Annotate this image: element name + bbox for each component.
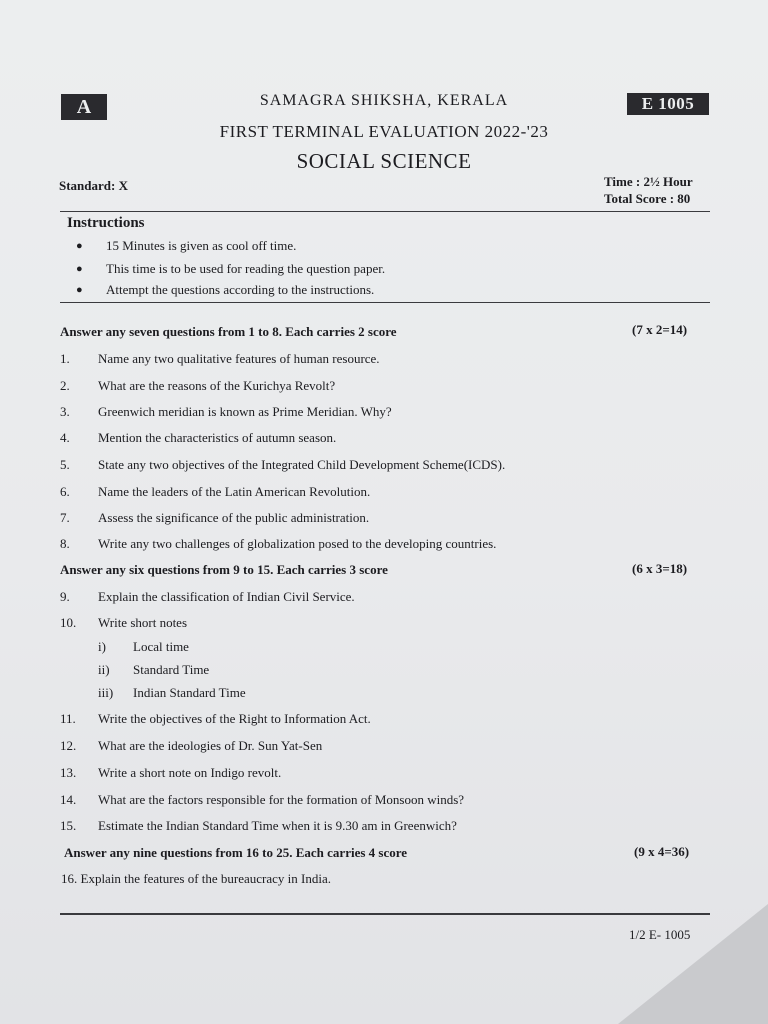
question-text: What are the factors responsible for the formation of Monsoon winds? <box>98 792 465 807</box>
question-text: What are the ideologies of Dr. Sun Yat-Sen <box>98 738 323 753</box>
question-number: 5. <box>60 457 70 472</box>
section-3-marks: (9 x 4=36) <box>634 844 690 859</box>
bullet-icon: ● <box>76 284 83 296</box>
page-footer: 1/2 E- 1005 <box>629 927 691 942</box>
sub-question-text: Indian Standard Time <box>133 685 246 700</box>
time-score-block <box>604 173 693 207</box>
question-text: State any two objectives of the Integrated Child Development Scheme(ICDS). <box>98 457 506 472</box>
sub-question-number: i) <box>98 639 106 654</box>
question-number: 14. <box>60 792 77 807</box>
question-number: 3. <box>60 404 70 419</box>
instruction-item: 15 Minutes is given as cool off time. <box>106 238 297 253</box>
question-text: What are the reasons of the Kurichya Revolt? <box>98 378 336 393</box>
instructions-title: Instructions <box>67 215 145 231</box>
sub-question-text: Standard Time <box>133 662 210 677</box>
bullet-icon: ● <box>76 240 83 252</box>
set-code-badge: A <box>61 94 107 120</box>
question-number: 15. <box>60 818 77 833</box>
question-text: Assess the significance of the public administration. <box>98 510 370 525</box>
question-16: 16. Explain the features of the bureaucracy in India. <box>61 871 331 886</box>
time-label: Time : 2½ Hour <box>604 174 693 189</box>
sub-question-text: Local time <box>133 639 189 654</box>
question-text: Greenwich meridian is known as Prime Meridian. Why? <box>98 404 392 419</box>
section-1-marks: (7 x 2=14) <box>632 322 688 337</box>
question-number: 1. <box>60 351 70 366</box>
organization-title: SAMAGRA SHIKSHA, KERALA <box>259 92 509 109</box>
bullet-icon: ● <box>76 263 83 275</box>
question-text: Write short notes <box>98 615 188 630</box>
question-number: 11. <box>60 711 76 726</box>
total-score-label: Total Score : 80 <box>604 191 691 206</box>
sub-question-number: ii) <box>98 662 110 677</box>
section-3-heading: Answer any nine questions from 16 to 25. Each carries 4 score <box>64 845 408 860</box>
instruction-item: This time is to be used for reading the question paper. <box>106 261 386 276</box>
question-text: Name the leaders of the Latin American Revolution. <box>98 484 371 499</box>
question-text: Estimate the Indian Standard Time when it is 9.30 am in Greenwich? <box>98 818 457 833</box>
sub-question-number: iii) <box>98 685 114 700</box>
standard-label: Standard: X <box>59 178 128 193</box>
header-divider <box>60 211 710 212</box>
question-text: Explain the classification of Indian Civil Service. <box>98 589 355 604</box>
question-number: 4. <box>60 430 70 445</box>
instructions-divider <box>60 302 710 303</box>
instruction-item: Attempt the questions according to the instructions. <box>106 282 375 297</box>
question-text: Write any two challenges of globalization posed to the developing countries. <box>98 536 497 551</box>
question-number: 13. <box>60 765 77 780</box>
paper-code-badge: E 1005 <box>627 93 709 115</box>
question-number: 6. <box>60 484 70 499</box>
question-text: Write a short note on Indigo revolt. <box>98 765 282 780</box>
folded-corner <box>618 904 768 1024</box>
question-number: 9. <box>60 589 70 604</box>
question-number: 10. <box>60 615 77 630</box>
section-1-heading: Answer any seven questions from 1 to 8. Each carries 2 score <box>60 324 397 339</box>
question-number: 8. <box>60 536 70 551</box>
subject-title: SOCIAL SCIENCE <box>296 149 472 173</box>
section-2-heading: Answer any six questions from 9 to 15. Each carries 3 score <box>60 562 388 577</box>
question-text: Name any two qualitative features of human resource. <box>98 351 380 366</box>
exam-title: FIRST TERMINAL EVALUATION 2022-'23 <box>219 122 549 141</box>
question-text: Mention the characteristics of autumn season. <box>98 430 337 445</box>
question-number: 12. <box>60 738 77 753</box>
footer-divider <box>60 913 710 915</box>
question-number: 7. <box>60 510 70 525</box>
question-text: Write the objectives of the Right to Information Act. <box>98 711 371 726</box>
question-number: 2. <box>60 378 70 393</box>
section-2-marks: (6 x 3=18) <box>632 561 688 576</box>
